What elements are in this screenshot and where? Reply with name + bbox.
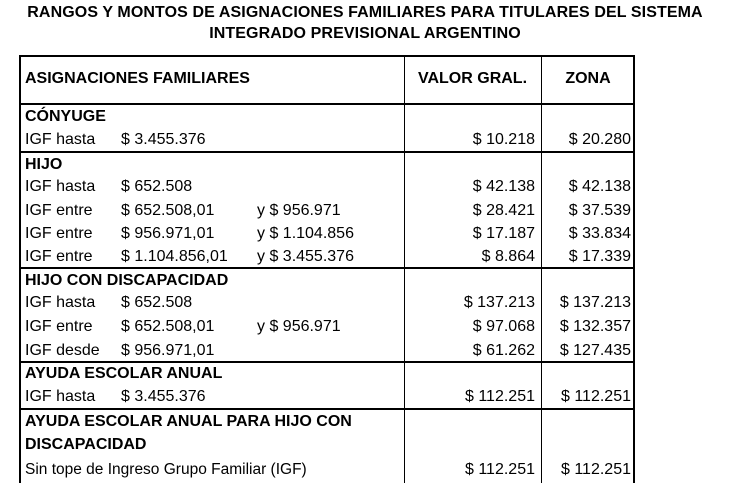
row-divider <box>21 103 633 105</box>
row-divider <box>21 408 633 410</box>
row-income-to: y $ 3.455.376 <box>257 248 354 265</box>
row-general-value: $ 28.421 <box>472 202 535 219</box>
row-zone-value: $ 20.280 <box>568 131 631 148</box>
row-general-value: $ 97.068 <box>472 318 535 335</box>
row-general-value: $ 17.187 <box>472 225 535 242</box>
row-income-to: y $ 956.971 <box>257 318 341 335</box>
row-income-from: $ 652.508 <box>121 178 193 195</box>
section-school-aid: AYUDA ESCOLAR ANUAL <box>25 365 223 382</box>
row-label: IGF entre <box>25 225 93 242</box>
row-general-value: $ 112.251 <box>465 461 535 478</box>
row-income-from: $ 1.104.856,01 <box>121 248 228 265</box>
row-general-value: $ 137.213 <box>463 294 535 311</box>
row-income-from: $ 956.971,01 <box>121 225 215 242</box>
row-general-value: $ 112.251 <box>465 388 535 405</box>
row-divider <box>21 151 633 153</box>
row-income-from: $ 652.508 <box>121 294 193 311</box>
row-general-value: $ 61.262 <box>472 342 535 359</box>
section-school-aid-disability-line2: DISCAPACIDAD <box>25 436 147 453</box>
title-line-2: INTEGRADO PREVISIONAL ARGENTINO <box>209 25 521 42</box>
row-zone-value: $ 112.251 <box>561 388 631 405</box>
title-line-1: RANGOS Y MONTOS DE ASIGNACIONES FAMILIARES PARA TITULARES DEL SISTEMA <box>27 4 703 21</box>
row-zone-value: $ 17.339 <box>568 248 631 265</box>
row-general-value: $ 42.138 <box>472 178 535 195</box>
section-school-aid-disability-line1: AYUDA ESCOLAR ANUAL PARA HIJO CON <box>25 413 352 430</box>
row-zone-value: $ 137.213 <box>559 294 631 311</box>
header-allowances: ASIGNACIONES FAMILIARES <box>25 70 250 87</box>
row-income-from: $ 3.455.376 <box>121 131 206 148</box>
row-zone-value: $ 132.357 <box>559 318 631 335</box>
section-spouse: CÓNYUGE <box>25 108 106 125</box>
row-label: IGF hasta <box>25 131 96 148</box>
row-income-from: $ 956.971,01 <box>121 342 215 359</box>
row-income-from: $ 3.455.376 <box>121 388 206 405</box>
row-zone-value: $ 112.251 <box>561 461 631 478</box>
row-income-to: y $ 1.104.856 <box>257 225 354 242</box>
document-title <box>0 2 730 44</box>
section-child: HIJO <box>25 156 63 173</box>
row-zone-value: $ 37.539 <box>568 202 631 219</box>
row-income-from: $ 652.508,01 <box>121 318 215 335</box>
row-divider <box>21 361 633 363</box>
row-zone-value: $ 42.138 <box>568 178 631 195</box>
header-general-value: VALOR GRAL. <box>417 70 528 87</box>
column-divider <box>404 57 405 483</box>
row-label: IGF desde <box>25 342 100 359</box>
row-label: IGF entre <box>25 202 93 219</box>
row-general-value: $ 8.864 <box>481 248 535 265</box>
header-zone: ZONA <box>565 70 611 87</box>
row-zone-value: $ 127.435 <box>559 342 631 359</box>
row-income-from: $ 652.508,01 <box>121 202 215 219</box>
row-general-value: $ 10.218 <box>472 131 535 148</box>
row-zone-value: $ 33.834 <box>568 225 631 242</box>
row-label: IGF hasta <box>25 178 96 195</box>
row-label: IGF hasta <box>25 388 96 405</box>
row-label: Sin tope de Ingreso Grupo Familiar (IGF) <box>25 461 307 478</box>
section-child-disability: HIJO CON DISCAPACIDAD <box>25 272 229 289</box>
allowances-table <box>19 55 635 483</box>
row-label: IGF hasta <box>25 294 96 311</box>
row-label: IGF entre <box>25 318 93 335</box>
row-label: IGF entre <box>25 248 93 265</box>
column-divider <box>541 57 542 483</box>
row-divider <box>21 267 633 269</box>
row-income-to: y $ 956.971 <box>257 202 341 219</box>
